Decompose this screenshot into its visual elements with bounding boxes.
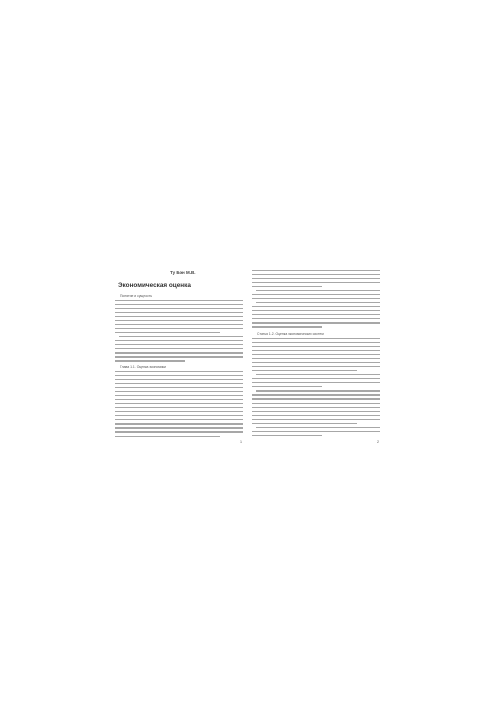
text-line	[115, 415, 243, 416]
text-line	[115, 423, 243, 424]
text-line	[115, 387, 243, 388]
text-line	[252, 407, 380, 408]
text-line	[115, 419, 243, 420]
text-line	[252, 370, 357, 371]
text-line	[115, 344, 243, 345]
text-line	[252, 435, 322, 436]
text-line	[256, 290, 380, 291]
text-line	[252, 366, 380, 367]
text-line	[115, 375, 243, 376]
text-line	[256, 302, 380, 303]
left-page	[110, 262, 248, 452]
text-line	[252, 411, 380, 412]
text-line	[115, 407, 243, 408]
section-heading: Понятие и сущность	[120, 294, 153, 298]
text-line	[115, 371, 243, 372]
text-line	[115, 340, 243, 341]
text-line	[252, 278, 380, 279]
text-line	[256, 390, 380, 391]
text-line	[252, 362, 380, 363]
text-line	[115, 403, 243, 404]
text-line	[256, 427, 380, 428]
text-line	[115, 436, 220, 437]
text-line	[115, 328, 243, 329]
text-line	[252, 318, 380, 319]
text-line	[115, 300, 243, 301]
text-line	[252, 342, 380, 343]
paragraph-block-2	[115, 371, 243, 440]
text-line	[252, 274, 380, 275]
text-line	[115, 399, 243, 400]
text-line	[252, 314, 380, 315]
paragraph-block-1	[115, 300, 243, 365]
text-line	[115, 332, 220, 333]
text-line	[115, 395, 243, 396]
text-line	[115, 316, 243, 317]
text-line	[252, 358, 380, 359]
text-line	[252, 386, 322, 387]
text-line	[115, 427, 243, 428]
text-line	[252, 415, 380, 416]
text-line	[252, 286, 322, 287]
section-heading: Глава 1.1. Оценка экономики	[120, 365, 166, 369]
text-line	[252, 326, 322, 327]
text-line	[252, 423, 357, 424]
text-line	[115, 383, 243, 384]
page-number: 2	[377, 440, 379, 444]
text-line	[252, 382, 380, 383]
right-page	[247, 262, 385, 452]
text-line	[252, 398, 380, 399]
text-line	[252, 431, 380, 432]
text-line	[252, 378, 380, 379]
paragraph-block-3	[252, 270, 380, 330]
text-line	[115, 352, 243, 353]
text-line	[115, 324, 243, 325]
text-line	[115, 304, 243, 305]
text-line	[252, 338, 380, 339]
text-line	[115, 431, 243, 432]
text-line	[115, 360, 185, 361]
author-name: Ту Бэн М.В.	[170, 270, 196, 275]
text-line	[252, 306, 380, 307]
text-line	[252, 282, 380, 283]
paragraph-block-4	[252, 338, 380, 439]
text-line	[115, 356, 243, 357]
text-line	[115, 348, 243, 349]
page-number: 1	[240, 440, 242, 444]
text-line	[252, 403, 380, 404]
text-line	[252, 310, 380, 311]
text-line	[115, 391, 243, 392]
text-line	[252, 270, 380, 271]
text-line	[115, 411, 243, 412]
text-line	[252, 294, 380, 295]
text-line	[252, 350, 380, 351]
text-line	[252, 394, 380, 395]
text-line	[252, 322, 380, 323]
text-line	[115, 308, 243, 309]
text-line	[115, 320, 243, 321]
text-line	[252, 419, 380, 420]
section-heading: Статья 1.2. Оценка экономических систем	[257, 332, 324, 336]
text-line	[115, 312, 243, 313]
text-line	[252, 346, 380, 347]
text-line	[256, 374, 380, 375]
document-title: Экономическая оценка	[118, 282, 191, 289]
text-line	[115, 379, 243, 380]
text-line	[252, 298, 380, 299]
text-line	[252, 354, 380, 355]
text-line	[119, 336, 243, 337]
